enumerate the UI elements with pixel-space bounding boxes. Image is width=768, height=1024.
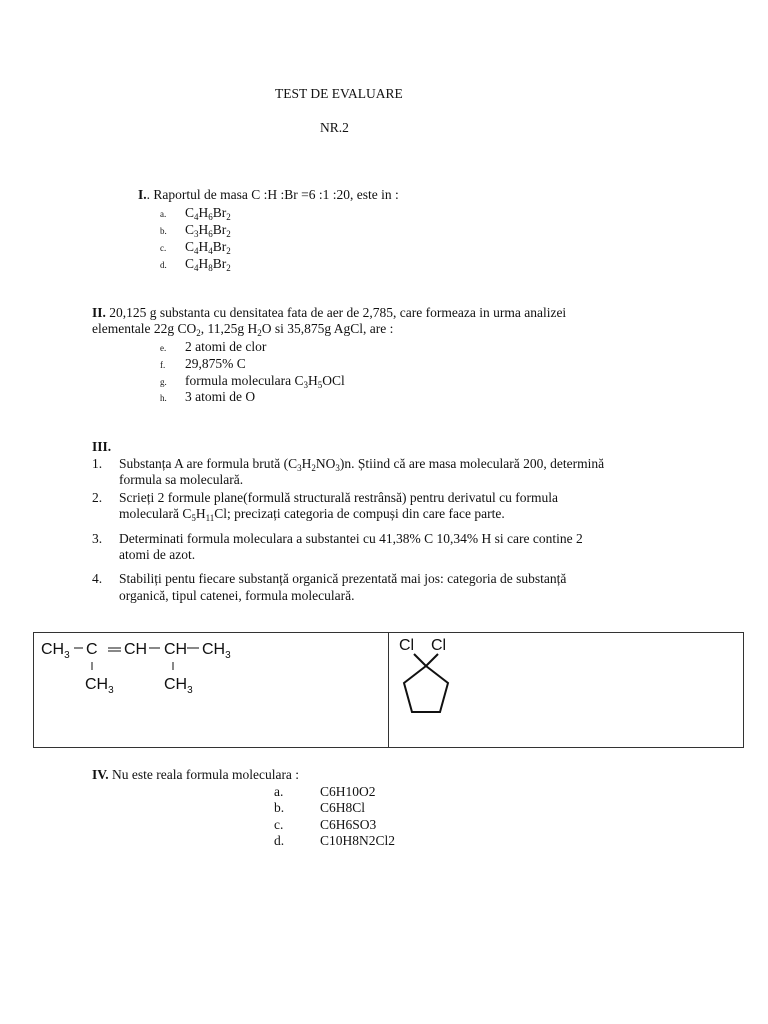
branched-alkene-structure xyxy=(34,633,388,747)
cyclopentane-ring xyxy=(404,666,448,712)
structures-table xyxy=(33,632,744,748)
question-2-line2: moleculară $C_5H_{11}Cl$; precizați categoria de compuși din care face parte. xyxy=(119,506,505,523)
iv-option-a: a. C6H10O2 xyxy=(274,784,376,799)
atom-ch3-2: $CH_3$ xyxy=(202,641,231,661)
atom-cl-2: Cl xyxy=(431,637,447,654)
question-3-line2: atomi de azot. xyxy=(119,547,196,562)
structure-cell-left xyxy=(34,633,389,748)
atom-ch-2: CH xyxy=(164,641,188,658)
atom-ch3-branch-2: $CH_3$ xyxy=(164,676,193,696)
option-b: b. $C_3H_6Br_2$ xyxy=(160,222,231,239)
page-title: TEST DE EVALUARE xyxy=(275,86,403,101)
question-1-line2: formula sa moleculară. xyxy=(119,472,244,487)
dichlorocyclopentane-structure xyxy=(389,633,743,747)
section-1-question: I.. Raportul de masa C :H :Br =6 :1 :20, este in : xyxy=(138,187,399,202)
atom-cl-1: Cl xyxy=(399,637,415,654)
option-a: a. $C_4H_6Br_2$ xyxy=(160,205,231,222)
section-2-question-line2: elementale 22g $CO_2$, 11,25g $H_2O$ si 35,875g AgCl, are : xyxy=(92,321,394,338)
iv-option-c: c. C6H6SO3 xyxy=(274,817,377,832)
question-4: 4. Stabiliți pentu fiecare substanță organică prezentată mai jos: categoria de substanță xyxy=(92,571,567,586)
atom-ch3-1: $CH_3$ xyxy=(41,641,70,661)
bond-cl-2 xyxy=(426,654,438,666)
question-3: 3. Determinati formula moleculara a substantei cu 41,38% C 10,34% H si care contine 2 xyxy=(92,531,583,546)
option-h: h. 3 atomi de O xyxy=(160,389,256,404)
bond-cl-1 xyxy=(414,654,426,666)
question-4-line2: organică, tipul catenei, formula moleculară. xyxy=(119,588,355,603)
iv-option-b: b. C6H8Cl xyxy=(274,800,366,815)
option-g: g. formula moleculara $C_3H_5OCl$ xyxy=(160,373,345,390)
test-number: NR.2 xyxy=(320,120,349,135)
option-f: f. 29,875% C xyxy=(160,356,246,371)
section-2-question-line1: II. 20,125 g substanta cu densitatea fata de aer de 2,785, care formeaza in urma analizei xyxy=(92,305,567,320)
question-2: 2. Scrieți 2 formule plane(formulă structurală restrânsă) pentru derivatul cu formula xyxy=(92,490,558,505)
option-c: c. $C_4H_4Br_2$ xyxy=(160,239,231,256)
option-e: e. 2 atomi de clor xyxy=(160,339,267,354)
section-4-question: IV. Nu este reala formula moleculara : xyxy=(92,767,300,782)
atom-ch3-branch-1: $CH_3$ xyxy=(85,676,114,696)
atom-ch-1: CH xyxy=(124,641,148,658)
atom-c: C xyxy=(86,641,98,658)
question-1: 1. Substanța A are formula brută $(C_3H_2NO_3)n$. Știind că are masa moleculară 200, determină xyxy=(92,456,605,473)
iv-option-d: d. C10H8N2Cl2 xyxy=(274,833,396,848)
structure-cell-right xyxy=(389,633,744,748)
section-3-heading: III. xyxy=(92,439,112,454)
option-d: d. $C_4H_8Br_2$ xyxy=(160,256,231,273)
